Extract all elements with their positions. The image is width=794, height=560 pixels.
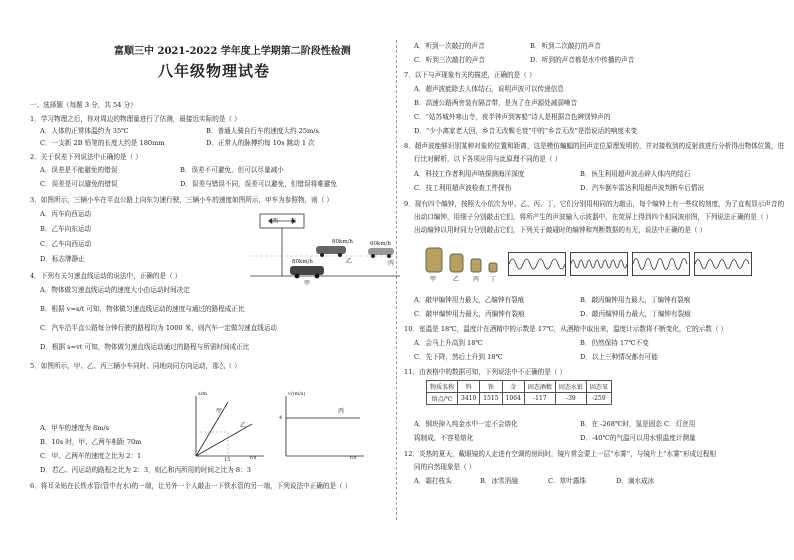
table-row [427,381,612,393]
table-cell: 熔点/℃ [427,393,458,405]
table-cell: 固态水银 [555,381,586,393]
q2-option-d[interactable]: D．误差与错误不同，误差可以避免，但错误将难避免 [180,180,337,188]
q8-option-c[interactable]: C．技工利用超声波检查工件探伤 [414,184,512,192]
q7-option-b[interactable]: B．高速公路两旁装有隔音带，是为了在声源处减弱噪音 [414,99,578,107]
q10-option-a[interactable]: A．会马上升高到 18℃ [414,339,483,347]
car-speed-bing: 60km/h [370,241,391,247]
school-title: 富顺三中 2021-2022 学年度上学期第二阶段性检测 [114,46,351,57]
q3-option-b[interactable]: B．乙车向东运动 [40,225,92,233]
q9-bells-figure [424,246,514,286]
g2-axis-x: t/s [350,455,357,461]
q12-option-d[interactable]: D．滴水成冰 [616,477,655,485]
q6-option-a[interactable]: A．听到一次敲打的声音 [414,42,485,50]
bell-label-bing: 丙 [473,276,480,283]
g1-label-jia: 甲 [216,408,223,415]
table-cell: 金 [502,381,524,393]
q7-option-d[interactable]: D．“少小离家老大回，乡音无改鬓毛衰”中的“乡音无改”是指说话的响度未变 [414,127,638,135]
q9-stem: 9．现有四个编钟，按照大小依次为甲、乙、丙、丁，它们分别用相同的力敲击，每个编钟上有一些纹的刻度，为了直观显示声音的 [404,200,785,208]
q4-option-a[interactable]: A．物体做匀速直线运动的速度大小由运动时间决定 [40,286,190,294]
q9-option-b[interactable]: B．敲丙编钟用力最大，丁编钟有裂痕 [580,296,691,304]
q3-option-a[interactable]: A．丙车向西运动 [40,210,91,218]
table-cell: 3410 [458,393,480,405]
g1-axis-y: s/m [198,391,207,397]
sign-east: 东 [290,218,297,225]
q10-stem: 10．室温是 18℃，温度计在酒精中的示数是 17℃，从酒精中取出来，温度计示数将不断变化，它的示数（ ） [404,325,728,333]
q5-graph-st [188,392,268,462]
q7-stem: 7．以下与声现象有关的描述，正确的是（ ） [404,71,536,79]
q8-stem-2: 行比对解析，以下各项应用与此原理不同的是（ ） [414,155,562,163]
bell-label-jia: 甲 [430,276,437,283]
melting-point-table [426,380,612,405]
table-cell: -117 [524,393,555,405]
waveform-2 [570,252,628,276]
bell-label-yi: 乙 [453,276,460,283]
table-cell: -39 [555,393,586,405]
q10-option-b[interactable]: B．仍然保持 17℃不变 [580,339,649,347]
q3-stem: 3．如图所示，三辆小车在平直公路上向东匀速行驶，三辆小车的速度如图所示，甲车为参照物，则（ ） [30,196,334,204]
q5-stem: 5．如图所示，甲、乙、丙三辆小车同时、同地向同方向运动，那么（ ） [30,362,241,370]
q5-option-d[interactable]: D．若乙、丙运动的路程之比为 2：3，则乙和丙所用的时间之比为 8：3 [40,466,251,474]
waveform-1 [508,252,566,276]
q4-option-b[interactable]: B．根据 v=s/t 可知，物体做匀速直线运动的速度与通过的路程成正比 [40,305,245,313]
section-title: 一、选择题（每题 3 分，共 54 分） [30,101,137,109]
g1-tick-15: 15 [224,457,231,463]
q9-stem-2: 出动口编钟，用细子分别敲击它们，将所产生的声波输入示波器中，在荧屏上得到四个相同波形图，下列说法正确的是（ ） [414,213,773,221]
q5-graph-vt [278,392,368,462]
q7-option-c[interactable]: C．“姑苏城外寒山寺，夜半钟声到客船”诗人是根据音色辨别钟声的 [414,113,611,121]
table-row [427,393,612,405]
q8-option-b[interactable]: B．医生利用超声波击碎人体内的结石 [580,170,691,178]
g2-label-bing: 丙 [338,408,345,415]
q8-option-a[interactable]: A．科技工作者利用声呐探测海洋深度 [414,170,525,178]
q6-option-d[interactable]: D．听到的声音都是水中传播的声音 [530,56,635,64]
q5-option-b[interactable]: B．10s 时，甲、乙两车相距 70m [40,438,142,446]
car-label-yi: 乙 [346,258,353,265]
q4-stem: 4．下列有关匀速直线运动的说法中，正确的是（ ） [30,272,182,280]
waveform-3 [632,252,690,276]
q12-option-a[interactable]: A．霜打枝头 [414,477,452,485]
q1-option-b[interactable]: B．普通人骑自行车的速度大约 25m/s [206,127,319,135]
car-label-jia: 甲 [304,280,311,287]
q2-option-c[interactable]: C．误差是可以避免的错误 [40,180,118,188]
q5-option-c[interactable]: C．甲、乙两车的速度之比为 2：1 [40,452,142,460]
q1-option-c[interactable]: C．一支新 2B 铅笔的长度大约是 180mm [40,139,165,147]
q3-option-c[interactable]: C．乙车向西运动 [40,240,92,248]
q10-option-d[interactable]: D．以上三种情况都有可能 [580,353,658,361]
table-cell: 物质名称 [427,381,458,393]
q1-option-a[interactable]: A．人体的正常体温约为 35℃ [40,127,129,135]
sign-west: 西 [272,218,279,225]
waveform-4 [694,252,752,276]
q4-option-c[interactable]: C．汽车沿平直公路每分钟行驶的路程均为 1000 米，则汽车一定做匀速直线运动 [40,324,278,332]
table-cell: -259 [586,393,611,405]
q1-option-d[interactable]: D．正常人的脉搏约每 10s 跳动 1 次 [206,139,315,147]
q4-option-d[interactable]: D．根据 s=vt 可知，物体做匀速直线运动通过的路程与所需时间成正比 [40,343,250,351]
g1-label-yi: 乙 [240,422,247,429]
q6-option-c[interactable]: C．听到三次敲打的声音 [414,56,485,64]
q9-option-d[interactable]: D．敲丙编钟用力最大，丁编钟有裂痕 [580,310,691,318]
table-cell: 1515 [480,393,502,405]
q6-stem: 6．将耳朵贴在长铁水管(管中有水)的一端，让另外一个人敲击一下铁水管的另一端，下列说法中正确的是（ ） [30,482,352,490]
q10-option-c[interactable]: C．先下降，然后上升到 18℃ [414,353,503,361]
bell-label-ding: 丁 [490,276,497,283]
q8-stem: 8．超声波能够识别某种对象的位置和距离，这是模仿蝙蝠的回声定位原理发明的，并对接收到的反射波进行分析得出物体位置，进 [404,142,785,150]
q12-stem-2: 同的自然现象是（ ） [414,463,476,471]
q6-option-b[interactable]: B．听到二次敲打的声音 [530,42,601,50]
q11-option-c-cont[interactable]: 钨制成，不容易熔化 [414,434,474,442]
g2-tick-4: 4 [279,415,283,421]
table-cell: 铁 [480,381,502,393]
q7-option-a[interactable]: A．超声波能除去人体结石，说明声波可以传递信息 [414,85,564,93]
g2-axis-y: v/(m/s) [288,391,306,397]
q2-option-b[interactable]: B．误差不可避免，但可以尽量减小 [180,166,284,174]
q11-option-d[interactable]: D．-40℃的气温可以用水银温度计测量 [580,434,696,442]
exam-title: 八年级物理试卷 [158,62,271,80]
q11-stem: 11．由表格中的数据可知，下列说法中不正确的是（ ） [404,368,567,376]
q11-option-a[interactable]: A．钢块掉入纯金水中一定不会熔化 [414,420,518,428]
q2-stem: 2．关于误差下列说法中正确的是（ ） [30,153,142,161]
table-cell: 固态酒精 [524,381,555,393]
q9-stem-3: 出动编钟以用时同力分别敲击它们，下列关于敲碰时的编钟和判断数据的有无，说法中正确的是（ ） [414,226,707,234]
q12-option-b[interactable]: B．冰雪消融 [480,477,518,485]
q9-option-a[interactable]: A．敲甲编钟用力最大，乙编钟有裂痕 [414,296,525,304]
table-cell: 钨 [458,381,480,393]
q8-option-d[interactable]: D．汽车倒车雷达利用超声波判断车后情况 [580,184,704,192]
g1-axis-x: t/s [250,455,257,461]
q9-option-c[interactable]: C．敲甲编钟用力最大，丙编钟有裂痕 [414,310,525,318]
q3-road-figure [250,210,400,290]
table-cell: 固态氧 [586,381,611,393]
car-speed-yi: 80km/h [332,239,353,245]
q5-option-a[interactable]: A．甲车的速度为 8m/s [40,424,110,432]
q3-option-d[interactable]: D．标志牌静止 [40,255,85,263]
car-speed-jia: 80km/h [292,259,313,265]
q2-option-a[interactable]: A．误差是不能避免的错误 [40,166,118,174]
q12-option-c[interactable]: C．草叶露珠 [548,477,587,485]
car-label-bing: 丙 [388,260,395,267]
table-cell: 1064 [502,393,524,405]
q11-option-b[interactable]: B．在 -268℃时，氢是固态 C．灯丝用 [580,420,696,428]
q12-stem: 12．炎热的夏天，戴眼镜的人走进有空调的房间时，镜片常会蒙上一层“水雾”，与镜片上“水雾”形成过程相 [404,450,716,458]
q1-stem: 1．学习物理之后，你对周边的物理量进行了估测，最接近实际的是（ ） [30,115,241,123]
